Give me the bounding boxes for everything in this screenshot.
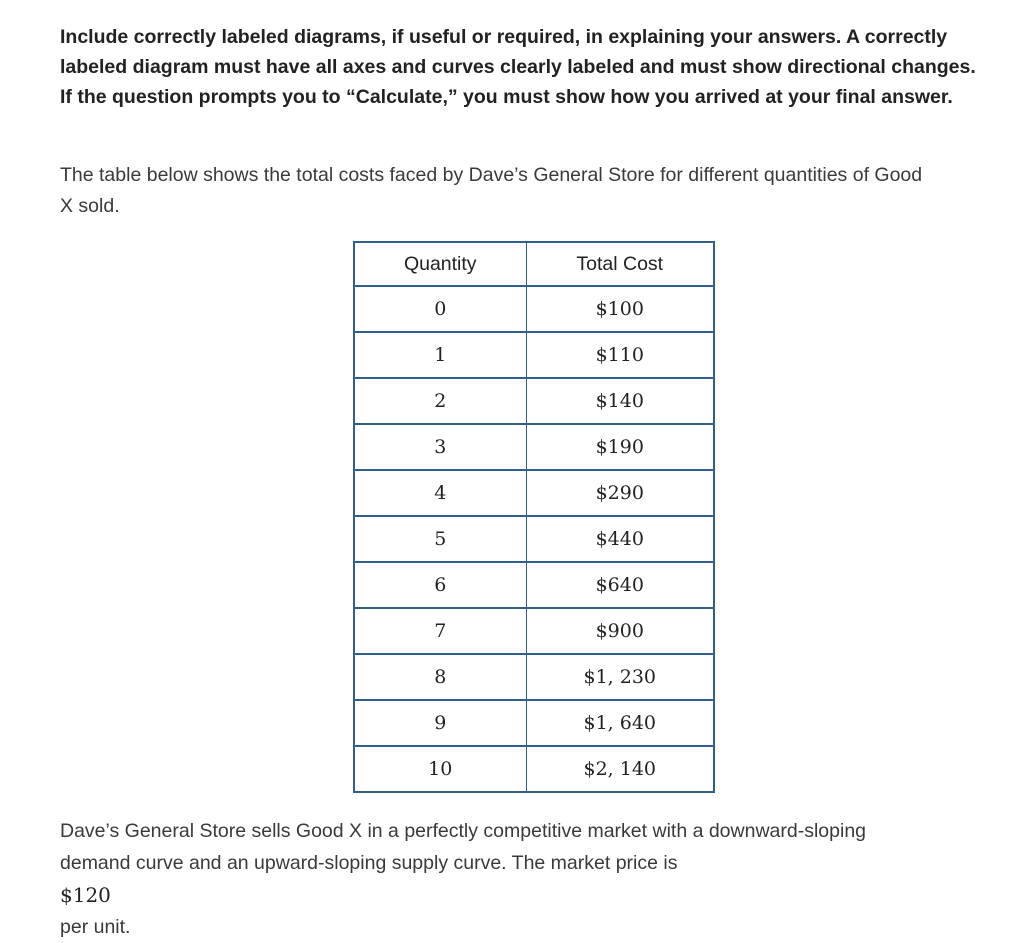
instructions-block: [60, 22, 1010, 112]
quantity-cell: 9: [354, 700, 526, 746]
quantity-cell: 8: [354, 654, 526, 700]
table-row: [354, 562, 714, 608]
intro-line: The table below shows the total costs faced by Dave’s General Store for different quantities of Good: [60, 164, 923, 186]
total-cost-cell: $190: [526, 424, 714, 470]
quantity-cell: 10: [354, 746, 526, 792]
total-cost-cell: $1, 230: [526, 654, 714, 700]
total-cost-header: Total Cost: [526, 242, 714, 286]
intro-paragraph: [60, 160, 1010, 222]
instructions-line: Include correctly labeled diagrams, if useful or required, in explaining your answers. A correctly: [60, 26, 948, 48]
total-cost-cell: $640: [526, 562, 714, 608]
table-row: [354, 332, 714, 378]
quantity-cell: 5: [354, 516, 526, 562]
total-cost-cell: $440: [526, 516, 714, 562]
quantity-cell: 1: [354, 332, 526, 378]
instructions-line: If the question prompts you to “Calculate,” you must show how you arrived at your final answer.: [60, 86, 953, 108]
table-row: [354, 378, 714, 424]
total-cost-cell: $290: [526, 470, 714, 516]
table-row: [354, 608, 714, 654]
total-cost-table: [353, 241, 715, 793]
table-row: [354, 470, 714, 516]
outro-text: demand curve and an upward-sloping supply curve. The market price is: [60, 852, 678, 874]
quantity-cell: 0: [354, 286, 526, 332]
quantity-cell: 6: [354, 562, 526, 608]
quantity-cell: 7: [354, 608, 526, 654]
table-row: [354, 516, 714, 562]
table-row: [354, 286, 714, 332]
total-cost-cell: $110: [526, 332, 714, 378]
quantity-cell: 4: [354, 470, 526, 516]
table-row: [354, 654, 714, 700]
total-cost-cell: $2, 140: [526, 746, 714, 792]
intro-line: X sold.: [60, 195, 120, 217]
outro-text: per unit.: [60, 916, 131, 938]
table-row: [354, 424, 714, 470]
total-cost-cell: $900: [526, 608, 714, 654]
table-row: [354, 700, 714, 746]
table-header-row: [354, 242, 714, 286]
total-cost-cell: $1, 640: [526, 700, 714, 746]
total-cost-cell: $100: [526, 286, 714, 332]
instructions-line: labeled diagram must have all axes and curves clearly labeled and must show directional changes.: [60, 56, 976, 78]
quantity-cell: 3: [354, 424, 526, 470]
total-cost-cell: $140: [526, 378, 714, 424]
quantity-header: Quantity: [354, 242, 526, 286]
quantity-cell: 2: [354, 378, 526, 424]
market-description-paragraph: [60, 815, 1010, 943]
market-price: $120: [60, 883, 111, 907]
outro-line: Dave’s General Store sells Good X in a perfectly competitive market with a downward-sloping: [60, 820, 867, 842]
outro-line: [60, 847, 1010, 943]
table-row: [354, 746, 714, 792]
